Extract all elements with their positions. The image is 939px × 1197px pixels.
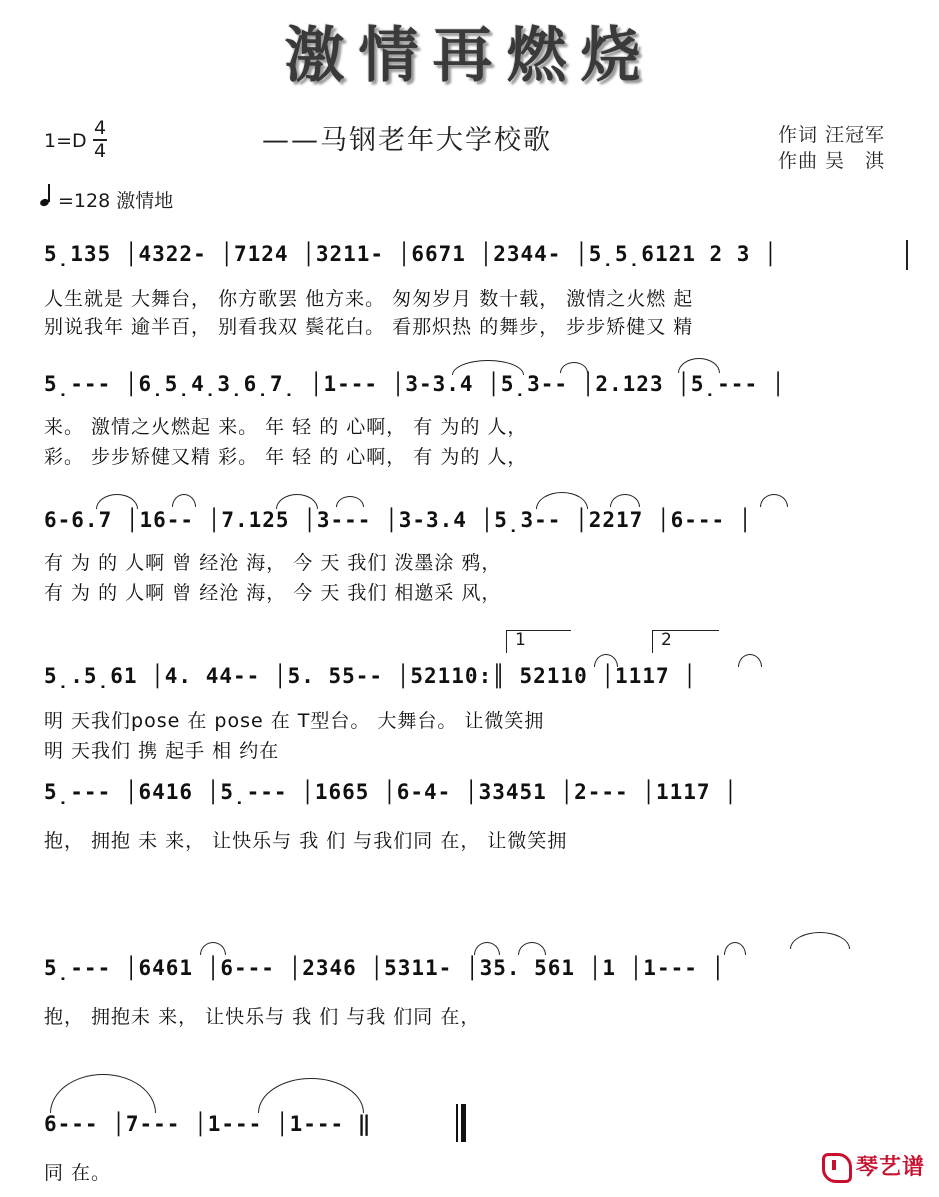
lyricist-credit: 作词 汪冠军 bbox=[778, 124, 886, 146]
tie-arc bbox=[518, 942, 546, 955]
tie-arc bbox=[610, 494, 640, 507]
lyrics-row-6: 抱， 拥抱未 来， 让快乐与 我 们 与我 们同 在， bbox=[44, 1006, 481, 1028]
lyrics-row-1-verse-2: 别说我年 逾半百， 别看我双 鬓花白。 看那炽热 的舞步， 步步矫健又 精 bbox=[44, 316, 694, 338]
notation-row-5: 5̣--- │6416 │5̣--- │1665 │6-4- │33451 │2--- │1117 │ bbox=[44, 780, 738, 804]
notation-row-2: 5̣--- │6̣5̣4̣3̣6̣7̣ │1--- │3-3.4 │5̣3-- │2.123 │5̣--- │ bbox=[44, 372, 786, 396]
tempo-marking: =128 激情地 bbox=[58, 190, 174, 212]
lyrics-row-4-verse-1: 明 天我们pose 在 pose 在 T型台。 大舞台。 让微笑拥 bbox=[44, 710, 545, 732]
time-signature-bottom: 4 bbox=[94, 140, 107, 162]
tie-arc bbox=[790, 932, 850, 949]
tie-arc bbox=[738, 654, 762, 667]
time-signature-top: 4 bbox=[94, 117, 107, 139]
composer-credit: 作曲 吴 淇 bbox=[778, 150, 886, 172]
tie-arc bbox=[724, 942, 746, 955]
lyrics-row-7: 同 在。 bbox=[44, 1162, 112, 1184]
volta-first-ending bbox=[506, 630, 571, 653]
tie-arc bbox=[258, 1078, 364, 1113]
song-title: 激情再燃烧 bbox=[284, 21, 655, 91]
tie-arc bbox=[336, 496, 364, 507]
lyrics-row-4-verse-2: 明 天我们 携 起手 相 约在 bbox=[44, 740, 280, 762]
quarter-note-stem bbox=[48, 184, 50, 202]
notation-row-7: 6--- │7--- │1--- │1--- ‖ bbox=[44, 1112, 372, 1136]
lyrics-row-5: 抱， 拥抱 未 来， 让快乐与 我 们 与我们同 在， 让微笑拥 bbox=[44, 830, 568, 852]
volta-second-label: 2 bbox=[661, 630, 672, 650]
final-barline-thick bbox=[461, 1104, 466, 1142]
volta-second-ending bbox=[652, 630, 719, 653]
tie-arc bbox=[172, 494, 196, 507]
notation-row-3: 6-6.7 │16-- │7.125 │3--- │3-3.4 │5̣3-- │2217 │6--- │ bbox=[44, 508, 753, 532]
lyrics-row-3-verse-2: 有 为 的 人啊 曾 经沧 海， 今 天 我们 相邀采 风， bbox=[44, 582, 502, 604]
final-barline-thin bbox=[456, 1104, 458, 1142]
barline bbox=[906, 240, 908, 270]
lyrics-row-2-verse-1: 来。 激情之火燃起 来。 年 轻 的 心啊， 有 为的 人， bbox=[44, 416, 528, 438]
notation-row-6: 5̣--- │6461 │6--- │2346 │5311- │35. 561 │1 │1--- │ bbox=[44, 956, 726, 980]
tie-arc bbox=[200, 942, 226, 955]
lyrics-row-3-verse-1: 有 为 的 人啊 曾 经沧 海， 今 天 我们 泼墨涂 鸦， bbox=[44, 552, 502, 574]
notation-row-4: 5̣.5̣61 │4. 44-- │5. 55-- │52110:║ 52110 │1117 │ bbox=[44, 664, 697, 688]
tie-arc bbox=[536, 492, 588, 509]
tie-arc bbox=[276, 494, 318, 509]
tie-arc bbox=[50, 1074, 156, 1113]
watermark-text: 琴艺谱 bbox=[855, 1155, 925, 1180]
lyrics-row-1-verse-1: 人生就是 大舞台， 你方歌罢 他方来。 匆匆岁月 数十载， 激情之火燃 起 bbox=[44, 288, 694, 310]
tie-arc bbox=[594, 654, 618, 667]
tie-arc bbox=[474, 942, 500, 955]
tie-arc bbox=[760, 494, 788, 507]
volta-first-label: 1 bbox=[515, 630, 526, 650]
tie-arc bbox=[678, 358, 720, 373]
tie-arc bbox=[560, 362, 588, 373]
tie-arc bbox=[452, 360, 524, 375]
lyrics-row-2-verse-2: 彩。 步步矫健又精 彩。 年 轻 的 心啊， 有 为的 人， bbox=[44, 446, 528, 468]
key-signature: 1=D bbox=[44, 130, 87, 152]
qinyipu-logo-icon bbox=[822, 1153, 852, 1183]
tie-arc bbox=[96, 494, 138, 509]
watermark-logo bbox=[822, 1150, 925, 1183]
song-subtitle: ——马钢老年大学校歌 bbox=[262, 125, 552, 156]
notation-row-1: 5̣135 │4322- │7124 │3211- │6671 │2344- │5̣5̣6121 2 3 │ bbox=[44, 242, 778, 266]
